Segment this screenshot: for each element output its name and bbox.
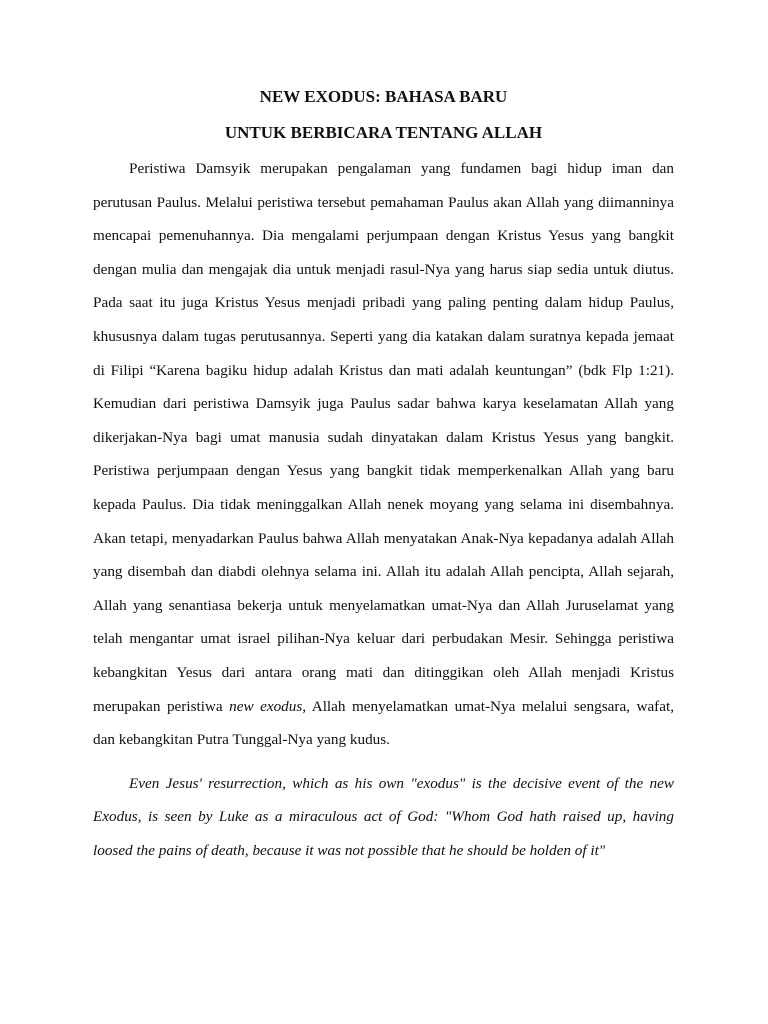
body-paragraph-1 — [93, 152, 674, 757]
italic-term-new-exodus: new exodus — [229, 697, 303, 715]
paragraph-1-text-b: , Allah menyelamatkan umat-Nya melalui sengsara, wafat, dan kebangkitan Putra Tunggal-Nya yang kudus. — [93, 697, 675, 749]
document-page — [93, 86, 674, 867]
paragraph-1-text-a: Peristiwa Damsyik merupakan pengalaman yang fundamen bagi hidup iman dan perutusan Paulus. Melalui peristiwa tersebut pemahaman Paulus akan Allah yang diimanninya mencapai pemenuhannya. Dia mengalami perjumpaan dengan Kristus Yesus yang bangkit dengan mulia dan mengajak dia untuk menjadi rasul-Nya yang harus siap sedia untuk diutus. Pada saat itu juga Kristus Yesus menjadi pribadi yang paling penting dalam hidup Paulus, khususnya dalam tugas perutusannya. Seperti yang dia katakan dalam suratnya kepada jemaat di Filipi “Karena bagiku hidup adalah Kristus dan mati adalah keuntungan” (bdk Flp 1:21). Kemudian dari peristiwa Damsyik juga Paulus sadar bahwa karya keselamatan Allah yang dikerjakan-Nya bagi umat manusia sudah dinyatakan dalam Kristus Yesus yang bangkit. Peristiwa perjumpaan dengan Yesus yang bangkit tidak memperkenalkan Allah yang baru kepada Paulus. Dia tidak meninggalkan Allah nenek moyang yang selama ini disembahnya. Akan tetapi, menyadarkan Paulus bahwa Allah menyatakan Anak-Nya kepadanya adalah Allah yang disembah dan diabdi olehnya selama ini. Allah itu adalah Allah pencipta, Allah sejarah, Allah yang senantiasa bekerja untuk menyelamatkan umat-Nya dan Allah Juruselamat yang telah mengantar umat israel pilihan-Nya keluar dari perbudakan Mesir. Sehingga peristiwa kebangkitan Yesus dari antara orang mati dan ditinggikan oleh Allah menjadi Kristus merupakan peristiwa — [93, 160, 674, 715]
quote-paragraph: Even Jesus' resurrection, which as his own "exodus" is the decisive event of the new Exodus, is seen by Luke as a miraculous act of God: "Whom God hath raised up, having loosed the pains of death, because it was not possible that he should be holden of it" — [93, 774, 674, 859]
document-title-line2: UNTUK BERBICARA TENTANG ALLAH — [224, 123, 543, 142]
document-title-line1: NEW EXODUS: BAHASA BARU — [259, 87, 508, 106]
